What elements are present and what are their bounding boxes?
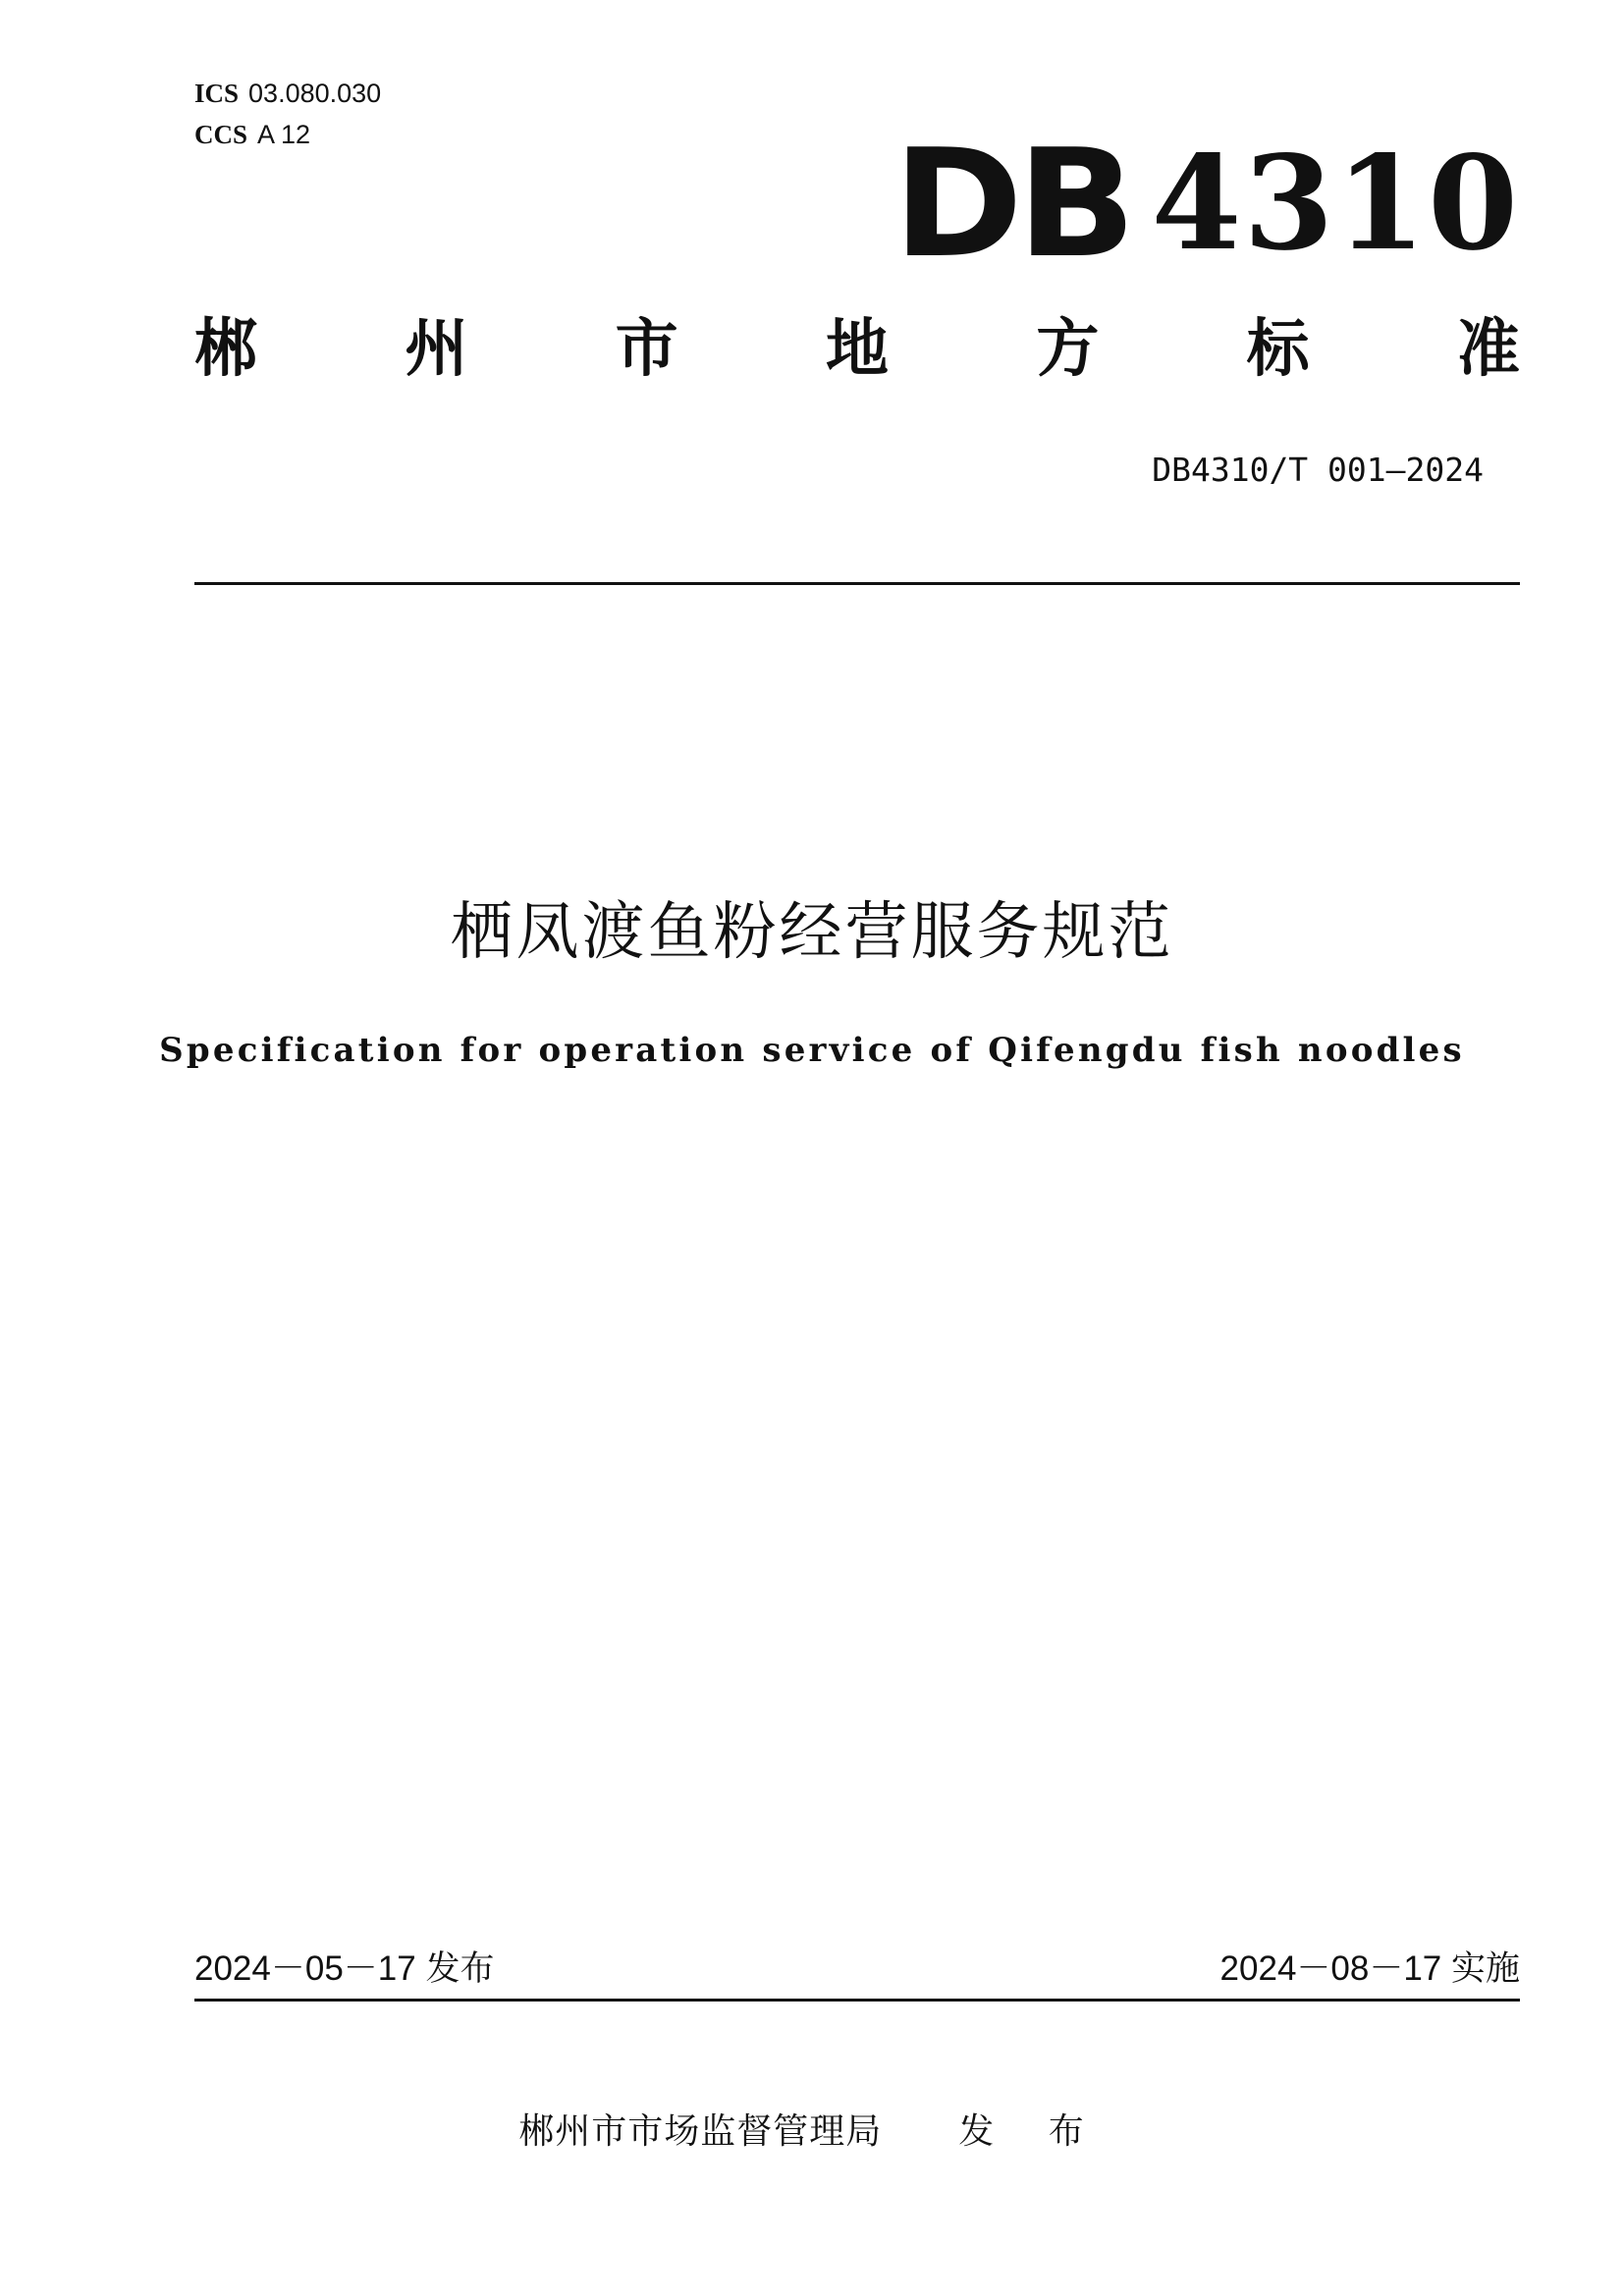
standard-type-char: 标 xyxy=(1246,313,1310,386)
ics-code: 03.080.030 xyxy=(248,79,382,108)
implementation-date: 2024－08－17 实施 xyxy=(1219,1949,1520,1988)
db-letters: DB xyxy=(893,117,1130,291)
publish-label: 发 布 xyxy=(958,2111,1106,2152)
document-title-chinese: 栖凤渡鱼粉经营服务规范 xyxy=(450,896,1174,969)
ics-label: ICS xyxy=(194,79,240,108)
publisher-line xyxy=(0,2109,1624,2156)
top-divider xyxy=(194,582,1520,585)
publisher-name: 郴州市市场监督管理局 xyxy=(518,2111,883,2152)
standard-type-heading xyxy=(194,312,1520,387)
standard-type-char: 州 xyxy=(405,313,468,386)
db-standard-mark xyxy=(893,117,1520,291)
db-region-code: 4310 xyxy=(1151,128,1520,280)
ccs-code: A 12 xyxy=(257,120,311,149)
bottom-divider xyxy=(194,1999,1520,2002)
standard-type-char: 准 xyxy=(1456,313,1520,386)
standard-type-char: 市 xyxy=(615,313,678,386)
standard-type-char: 郴 xyxy=(194,313,257,386)
document-title-english: Specification for operation service of Qifengdu fish noodles xyxy=(159,1031,1465,1070)
standard-type-char: 方 xyxy=(1036,313,1100,386)
ccs-classification xyxy=(194,118,310,152)
ccs-label: CCS xyxy=(194,120,248,149)
standard-type-char: 地 xyxy=(825,313,889,386)
standard-number: DB4310/T 001—2024 xyxy=(1152,451,1484,489)
ics-classification xyxy=(194,77,381,111)
issue-date: 2024－05－17 发布 xyxy=(194,1949,495,1988)
